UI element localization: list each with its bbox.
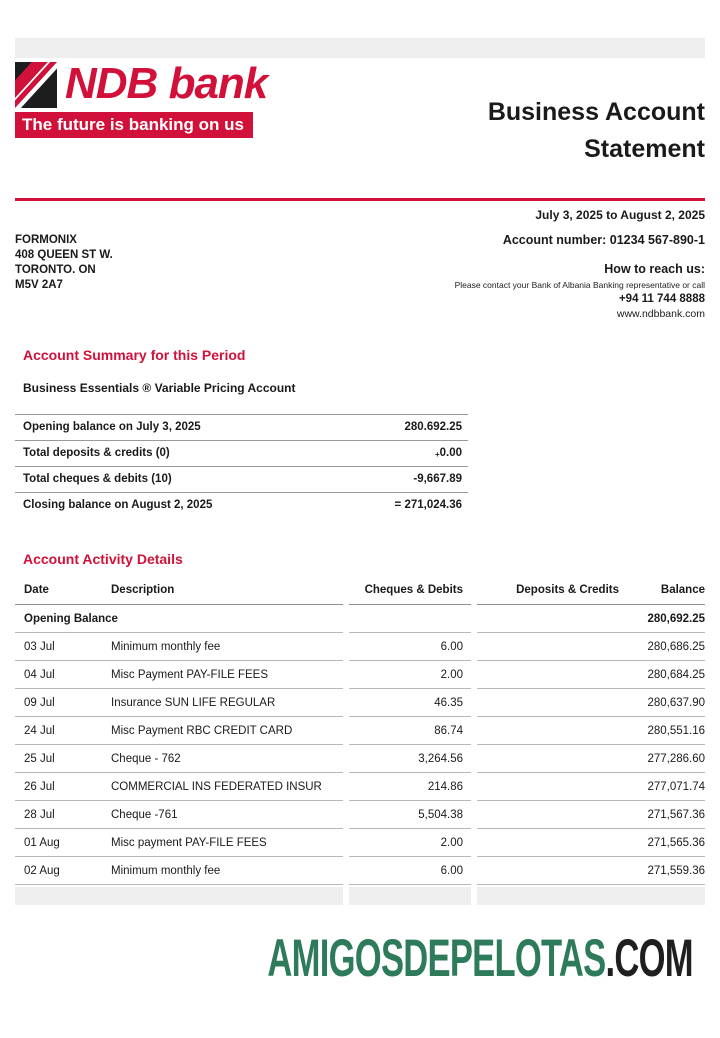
- address-line: 408 QUEEN ST W.: [15, 249, 113, 261]
- address-line: M5V 2A7: [15, 279, 63, 291]
- txn-balance: 277,071.74: [647, 781, 705, 793]
- summary-label: Closing balance on August 2, 2025: [23, 499, 213, 511]
- column-header-date: Date: [24, 584, 49, 596]
- txn-credit: [477, 725, 627, 737]
- activity-row: [15, 689, 705, 717]
- txn-credit: [477, 781, 627, 793]
- txn-description: COMMERCIAL INS FEDERATED INSUR: [111, 781, 322, 793]
- txn-date: 26 Jul: [24, 781, 55, 793]
- txn-date: 01 Aug: [24, 837, 60, 849]
- column-header-cheques-debits: Cheques & Debits: [349, 580, 471, 605]
- txn-credit: [477, 865, 627, 877]
- brand-tagline: The future is banking on us: [15, 112, 253, 138]
- txn-description: Minimum monthly fee: [111, 865, 221, 877]
- activity-row: [15, 661, 705, 689]
- statement-period: July 3, 2025 to August 2, 2025: [535, 208, 705, 222]
- watermark-site-tld: .COM: [605, 929, 693, 989]
- activity-row: [15, 829, 705, 857]
- activity-row: [15, 801, 705, 829]
- summary-value: 280.692.25: [404, 421, 462, 433]
- txn-credit: [477, 697, 627, 709]
- txn-description: Misc Payment PAY-FILE FEES: [111, 669, 269, 681]
- txn-date: 04 Jul: [24, 669, 55, 681]
- brand-name-sub: bank: [168, 59, 268, 108]
- statement-page: [0, 38, 720, 989]
- txn-balance: 277,286.60: [647, 753, 705, 765]
- summary-value-number: 0.00: [439, 447, 462, 459]
- txn-credit: [477, 809, 627, 821]
- account-info-section: [15, 222, 705, 320]
- product-name: Business Essentials ® Variable Pricing Account: [23, 381, 296, 395]
- address-line: FORMONIX: [15, 234, 77, 246]
- txn-credit: [477, 837, 627, 849]
- txn-date: 24 Jul: [24, 725, 55, 737]
- txn-description: Misc payment PAY-FILE FEES: [111, 837, 267, 849]
- txn-date: 02 Aug: [24, 865, 60, 877]
- txn-description: Cheque - 762: [111, 753, 181, 765]
- txn-debit: 2.00: [349, 661, 471, 689]
- txn-balance: 280,686.25: [647, 641, 705, 653]
- summary-row-debits: [15, 466, 468, 492]
- summary-value: [435, 447, 462, 459]
- txn-credit: [477, 669, 627, 681]
- activity-row: [15, 717, 705, 745]
- txn-debit: 214.86: [349, 773, 471, 801]
- brand-name-main: NDB: [65, 59, 158, 108]
- customer-address-block: [15, 233, 113, 320]
- txn-debit: 86.74: [349, 717, 471, 745]
- txn-date: 09 Jul: [24, 697, 55, 709]
- brand-name: [65, 59, 268, 108]
- document-title: Business Account Statement: [487, 98, 705, 163]
- activity-row: [15, 745, 705, 773]
- account-summary-table: [15, 414, 468, 518]
- txn-balance: 271,567.36: [647, 809, 705, 821]
- txn-balance: 280,684.25: [647, 669, 705, 681]
- account-activity-table: [15, 580, 705, 905]
- txn-debit: 5,504.38: [349, 801, 471, 829]
- activity-section-heading: Account Activity Details: [23, 551, 183, 567]
- address-line: TORONTO. ON: [15, 264, 96, 276]
- summary-row-closing: [15, 492, 468, 518]
- txn-credit: [477, 641, 627, 653]
- txn-balance: 271,565.36: [647, 837, 705, 849]
- txn-date: 28 Jul: [24, 809, 55, 821]
- txn-description: Cheque -761: [111, 809, 178, 821]
- summary-label: Opening balance on July 3, 2025: [23, 421, 201, 433]
- summary-section-heading: Account Summary for this Period: [23, 347, 246, 363]
- account-number: Account number: 01234 567-890-1: [502, 233, 705, 247]
- txn-description: Insurance SUN LIFE REGULAR: [111, 697, 276, 709]
- txn-date: 03 Jul: [24, 641, 55, 653]
- summary-label: Total cheques & debits (10): [23, 473, 172, 485]
- column-header-balance: Balance: [660, 584, 705, 596]
- opening-balance-amount: 280,692.25: [647, 613, 705, 625]
- txn-credit: [477, 753, 627, 765]
- txn-date: 25 Jul: [24, 753, 55, 765]
- opening-balance-row: [15, 605, 705, 633]
- txn-description: Misc Payment RBC CREDIT CARD: [111, 725, 293, 737]
- top-gray-bar: [15, 38, 705, 58]
- txn-debit: 46.35: [349, 689, 471, 717]
- summary-row-opening: [15, 414, 468, 440]
- opening-balance-label: Opening Balance: [24, 613, 118, 625]
- activity-header-row: [15, 580, 705, 605]
- activity-row: [15, 773, 705, 801]
- txn-balance: 280,551.16: [647, 725, 705, 737]
- activity-row: [15, 857, 705, 885]
- plus-sign: +: [434, 450, 440, 459]
- watermark: [15, 929, 705, 989]
- reach-us-instruction: Please contact your Bank of Albania Banking representative or call: [454, 280, 705, 290]
- brand-block: [15, 59, 268, 168]
- red-divider-rule: [15, 198, 705, 201]
- contact-block: [455, 222, 705, 320]
- bank-website-link[interactable]: www.ndbbank.com: [616, 308, 705, 320]
- ndb-logo-mark-icon: [15, 62, 57, 108]
- txn-debit: 3,264.56: [349, 745, 471, 773]
- txn-balance: 271,559.36: [647, 865, 705, 877]
- activity-table-footer-band: [15, 887, 705, 905]
- column-header-deposits-credits: Deposits & Credits: [516, 584, 619, 596]
- txn-debit: 6.00: [349, 857, 471, 885]
- txn-debit: 6.00: [349, 633, 471, 661]
- summary-label: Total deposits & credits (0): [23, 447, 170, 459]
- txn-balance: 280,637.90: [647, 697, 705, 709]
- masthead: [15, 59, 705, 168]
- reach-us-phone: +94 11 744 8888: [618, 293, 705, 305]
- summary-row-deposits: [15, 440, 468, 466]
- summary-value: = 271,024.36: [394, 499, 462, 511]
- summary-value: -9,667.89: [413, 473, 462, 485]
- txn-debit: 2.00: [349, 829, 471, 857]
- watermark-site-name: AMIGOSDEPELOTAS: [267, 929, 606, 989]
- column-header-description: Description: [111, 584, 175, 596]
- reach-us-heading: How to reach us:: [604, 262, 705, 276]
- activity-row: [15, 633, 705, 661]
- txn-description: Minimum monthly fee: [111, 641, 221, 653]
